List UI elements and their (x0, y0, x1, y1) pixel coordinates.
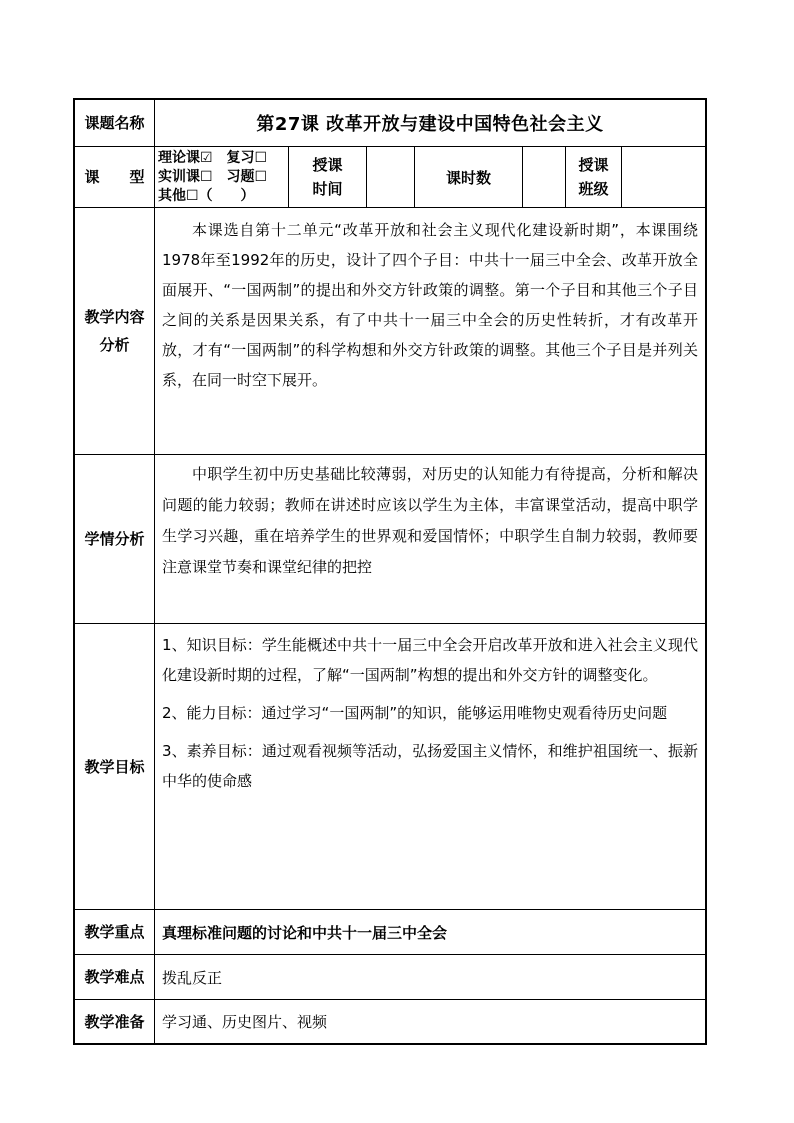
preparation-text: 学习通、历史图片、视频 (162, 1013, 328, 1031)
lesson-name-cell (155, 100, 705, 146)
teaching-class-value (622, 147, 705, 207)
lesson-type-line-1: 理论课☑ 复习☐ (158, 150, 268, 166)
difficulties-text: 拨乱反正 (162, 968, 223, 987)
row-difficulties (75, 955, 705, 1000)
teaching-class-label: 授课 班级 (566, 147, 622, 207)
content-analysis-text: 本课选自第十二单元“改革开放和社会主义现代化建设新时期”，本课围绕1978年至1992年的历史，设计了四个子目：中共十一届三中全会、改革开放全面展开、“一国两制”的提出和外交方针政策的调整。第一个子目和其他三个子目之间的关系是因果关系，有了中共十一届三中全会的历史性转折，才有改革开放，才有“一国两制”的科学构想和外交方针政策的调整。其他三个子目是并列关系，在同一时空下展开。 (162, 221, 698, 389)
preparation-label: 教学准备 (75, 1000, 155, 1043)
objective-ability: 2、能力目标：通过学习“一国两制”的知识，能够运用唯物史观看待历史问题 (162, 704, 668, 722)
student-analysis-cell (155, 455, 705, 623)
teaching-time-label: 授课 时间 (289, 147, 367, 207)
key-points-cell (155, 910, 705, 954)
lesson-type-line-3: 其他☐（ ） (158, 188, 255, 204)
lesson-type-label: 课 型 (75, 147, 155, 207)
row-lesson-type (75, 147, 705, 208)
lesson-plan-table (73, 98, 707, 1045)
row-content-analysis (75, 208, 705, 455)
key-points-text: 真理标准问题的讨论和中共十一届三中全会 (162, 923, 448, 942)
objectives-cell (155, 624, 705, 909)
row-objectives (75, 624, 705, 910)
row-student-analysis (75, 455, 705, 624)
preparation-cell (155, 1000, 705, 1043)
content-analysis-label: 教学内容 分析 (75, 208, 155, 454)
key-points-label: 教学重点 (75, 910, 155, 954)
class-hours-label: 课时数 (415, 147, 523, 207)
lesson-type-options (155, 147, 289, 207)
row-preparation (75, 1000, 705, 1043)
difficulties-label: 教学难点 (75, 955, 155, 999)
objective-knowledge: 1、知识目标：学生能概述中共十一届三中全会开启改革开放和进入社会主义现代化建设新时期的过程，了解“一国两制”构想的提出和外交方针的调整变化。 (162, 636, 698, 684)
row-lesson-name (75, 100, 705, 147)
row-key-points (75, 910, 705, 955)
objective-literacy: 3、素养目标：通过观看视频等活动，弘扬爱国主义情怀，和维护祖国统一、振新中华的使命感 (162, 742, 698, 790)
lesson-name-label: 课题名称 (75, 100, 155, 146)
difficulties-cell (155, 955, 705, 999)
teaching-time-value (367, 147, 415, 207)
student-analysis-label: 学情分析 (75, 455, 155, 623)
content-analysis-cell (155, 208, 705, 454)
class-hours-value (523, 147, 566, 207)
student-analysis-text: 中职学生初中历史基础比较薄弱，对历史的认知能力有待提高，分析和解决问题的能力较弱；教师在讲述时应该以学生为主体，丰富课堂活动，提高中职学生学习兴趣，重在培养学生的世界观和爱国情怀；中职学生自制力较弱，教师要注意课堂节奏和课堂纪律的把控 (162, 465, 698, 576)
objectives-label: 教学目标 (75, 624, 155, 909)
lesson-title: 第27课 改革开放与建设中国特色社会主义 (256, 114, 604, 135)
lesson-type-line-2: 实训课☐ 习题☐ (158, 169, 268, 185)
